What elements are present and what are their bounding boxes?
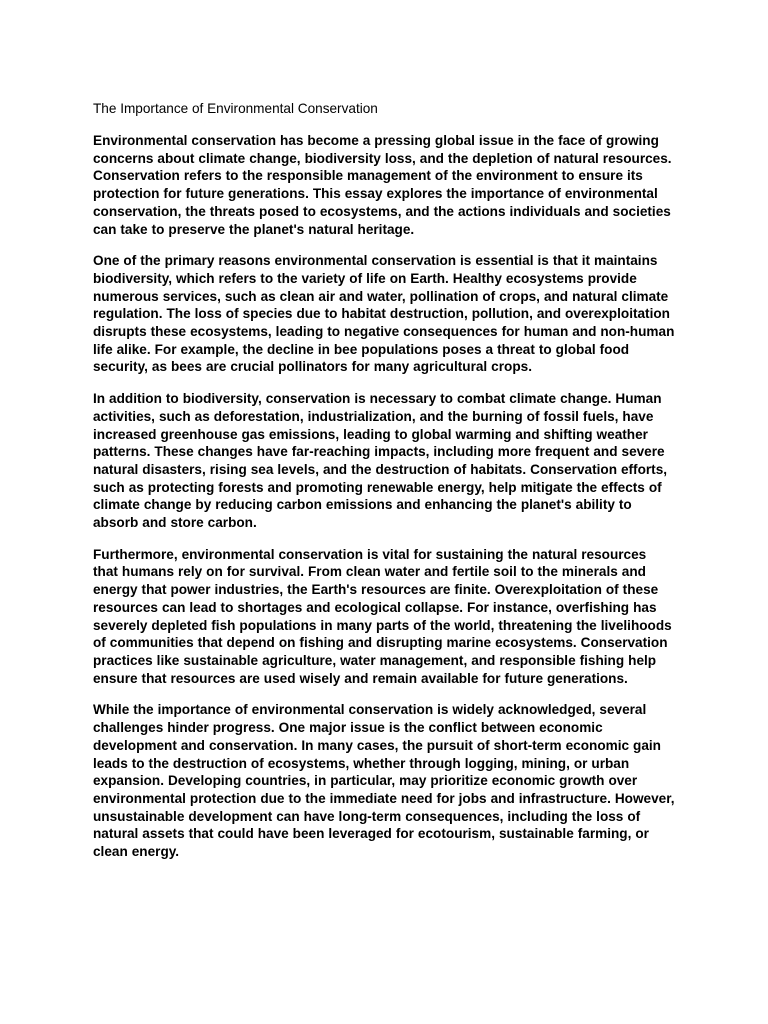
paragraph-natural-resources: Furthermore, environmental conservation is vital for sustaining the natural resources that humans rely on for survival. From clean water and fertile soil to the minerals and energy that power industries, the Earth's resources are finite. Overexploitation of these resources can lead to shortages and ecological collapse. For instance, overfishing has severely depleted fish populations in many parts of the world, threatening the livelihoods of communities that depend on fishing and disrupting marine ecosystems. Conservation practices like sustainable agriculture, water management, and responsible fishing help ensure that resources are used wisely and remain available for future generations.	[93, 546, 672, 686]
paragraph-intro: Environmental conservation has become a pressing global issue in the face of growing concerns about climate change, biodiversity loss, and the depletion of natural resources. Conservation refers to the responsible management of the environment to ensure its protection for future generations. This essay explores the importance of environmental conservation, the threats posed to ecosystems, and the actions individuals and societies can take to preserve the planet's natural heritage.	[93, 133, 672, 237]
paragraph-biodiversity: One of the primary reasons environmental conservation is essential is that it maintains biodiversity, which refers to the variety of life on Earth. Healthy ecosystems provide numerous services, such as clean air and water, pollination of crops, and natural climate regulation. The loss of species due to habitat destruction, pollution, and overexploitation disrupts these ecosystems, leading to negative consequences for human and non-human life alike. For example, the decline in bee populations poses a threat to global food security, as bees are crucial pollinators for many agricultural crops.	[93, 253, 675, 375]
paragraph-challenges: While the importance of environmental conservation is widely acknowledged, several challenges hinder progress. One major issue is the conflict between economic development and conservation. In many cases, the pursuit of short-term economic gain leads to the destruction of ecosystems, whether through logging, mining, or urban expansion. Developing countries, in particular, may prioritize economic growth over environmental protection due to the immediate need for jobs and infrastructure. However, unsustainable development can have long-term consequences, including the loss of natural assets that could have been leveraged for ecotourism, sustainable farming, or clean energy.	[93, 702, 675, 860]
document-title: The Importance of Environmental Conservation	[93, 101, 378, 116]
document-body	[93, 99, 675, 875]
paragraph-climate-change: In addition to biodiversity, conservation is necessary to combat climate change. Human activities, such as deforestation, industrialization, and the burning of fossil fuels, have increased greenhouse gas emissions, leading to global warming and shifting weather patterns. These changes have far-reaching impacts, including more frequent and severe natural disasters, rising sea levels, and the destruction of habitats. Conservation efforts, such as protecting forests and promoting renewable energy, help mitigate the effects of climate change by reducing carbon emissions and enhancing the planet's ability to absorb and store carbon.	[93, 391, 668, 531]
